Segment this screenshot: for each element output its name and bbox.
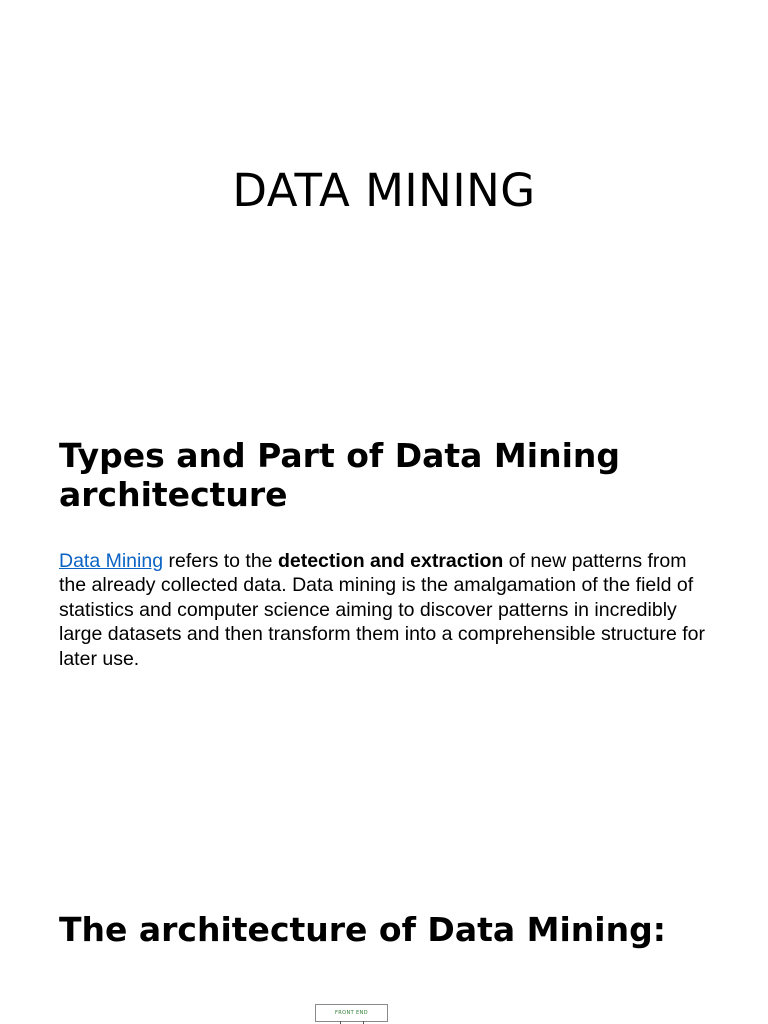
diagram-front-end-box [315,1004,388,1022]
paragraph-text-after-bold: of new patterns from the already collected data. Data mining is the amalgamation of the field of statistics and computer science aiming to discover patterns in incredibly large datasets and then transform them into a comprehensible structure for later use. [59,550,706,670]
paragraph-text-before-bold: refers to the [163,550,278,572]
data-mining-link[interactable]: Data Mining [59,550,164,572]
page-title: DATA MINING [232,164,536,217]
paragraph-bold-text: detection and extraction [277,550,504,572]
diagram-front-end-label: FRONT END [334,1010,369,1016]
section-heading-types: Types and Part of Data Mining architecture [59,436,620,514]
section-heading-architecture: The architecture of Data Mining: [59,910,666,949]
intro-paragraph [59,549,719,671]
